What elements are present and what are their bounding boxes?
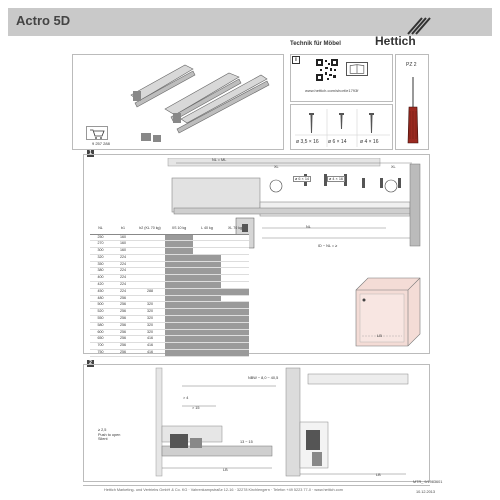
dim-gt-15: > 15 xyxy=(192,406,200,410)
table-cell: 256 xyxy=(111,336,135,343)
table-load-marker xyxy=(165,350,193,357)
table-load-marker xyxy=(165,295,193,302)
cabinet-label-lb: LB xyxy=(377,333,382,338)
table-cell xyxy=(135,261,165,268)
table-cell: 650 xyxy=(90,336,111,343)
col-header-nl: NL xyxy=(90,222,111,234)
table-load-marker xyxy=(221,254,249,261)
table-load-marker xyxy=(221,288,249,295)
table-load-marker xyxy=(221,302,249,309)
table-cell: 270 xyxy=(90,241,111,248)
table-cell: 256 xyxy=(111,343,135,350)
table-row xyxy=(90,288,249,295)
footer-date: 10.12.2013 xyxy=(416,490,436,494)
table-cell: 400 xyxy=(90,275,111,282)
table-cell: 700 xyxy=(90,343,111,350)
table-row xyxy=(90,302,249,309)
table-cell: 320 xyxy=(135,309,165,316)
table-cell xyxy=(135,234,165,241)
tool-label: PZ 2 xyxy=(406,62,417,68)
table-cell: 250 xyxy=(90,234,111,241)
table-row xyxy=(90,248,249,255)
dimension-table xyxy=(90,222,249,357)
table-row xyxy=(90,268,249,275)
table-cell: 416 xyxy=(135,343,165,350)
table-load-marker xyxy=(165,268,193,275)
table-row xyxy=(90,336,249,343)
table-cell: 160 xyxy=(111,248,135,255)
table-row xyxy=(90,316,249,323)
table-load-marker xyxy=(165,234,193,241)
table-load-marker xyxy=(221,295,249,302)
table-load-marker xyxy=(165,343,193,350)
installation-diagram xyxy=(86,366,428,480)
product-title: Actro 5D xyxy=(16,13,71,28)
table-cell: 224 xyxy=(111,282,135,289)
table-cell: 256 xyxy=(111,322,135,329)
table-cell xyxy=(135,295,165,302)
table-cell xyxy=(135,275,165,282)
table-row xyxy=(90,295,249,302)
table-load-marker xyxy=(221,248,249,255)
dim-screw-a: ø 6 × 14 xyxy=(295,177,310,181)
dim-nbw: NBW − 8,0 − 40,5 xyxy=(248,376,279,380)
table-load-marker xyxy=(165,329,193,336)
table-cell xyxy=(135,268,165,275)
table-load-marker xyxy=(165,302,193,309)
table-load-marker xyxy=(165,322,193,329)
screw-spec-2: ø 6 × 14 xyxy=(328,139,347,145)
col-header-b1: b1 xyxy=(111,222,135,234)
table-cell: 580 xyxy=(90,322,111,329)
table-row xyxy=(90,350,249,357)
table-cell: 256 xyxy=(111,302,135,309)
table-load-marker xyxy=(221,343,249,350)
col-header-xs: XS 10 kg xyxy=(165,222,193,234)
table-cell xyxy=(135,248,165,255)
col-header-b2: b2 (KL 70 kg) xyxy=(135,222,165,234)
table-load-marker xyxy=(193,275,221,282)
table-load-marker xyxy=(165,275,193,282)
table-load-marker xyxy=(165,241,193,248)
table-cell: 256 xyxy=(111,329,135,336)
dim-xl-left: XL xyxy=(274,165,279,169)
screwdriver-icon xyxy=(396,55,430,151)
table-load-marker xyxy=(193,336,221,343)
table-load-marker xyxy=(221,241,249,248)
table-row xyxy=(90,275,249,282)
table-cell: 380 xyxy=(90,268,111,275)
table-cell xyxy=(135,254,165,261)
table-cell: 288 xyxy=(135,288,165,295)
table-load-marker xyxy=(193,241,221,248)
table-load-marker xyxy=(221,322,249,329)
table-row xyxy=(90,234,249,241)
cabinet-illustration xyxy=(348,270,428,350)
table-load-marker xyxy=(221,316,249,323)
section-marker-2: 2 xyxy=(87,360,94,367)
table-cell: 550 xyxy=(90,316,111,323)
table-load-marker xyxy=(221,275,249,282)
table-cell xyxy=(135,282,165,289)
table-load-marker xyxy=(193,288,221,295)
table-cell: 160 xyxy=(111,234,135,241)
table-row xyxy=(90,309,249,316)
table-load-marker xyxy=(193,254,221,261)
push-to-open-note: ≥ 2,5 Push to open Silent xyxy=(98,428,121,442)
table-load-marker xyxy=(165,282,193,289)
tagline: Technik für Möbel xyxy=(290,41,341,47)
info-icon: i xyxy=(292,56,300,64)
table-cell: 320 xyxy=(135,322,165,329)
tool-panel xyxy=(395,54,429,150)
qr-code-icon[interactable] xyxy=(316,59,338,81)
dim-gt-4: > 4 xyxy=(183,396,189,400)
table-load-marker xyxy=(165,336,193,343)
table-load-marker xyxy=(193,295,221,302)
dim-13-15: 13 − 15 xyxy=(240,440,253,444)
manual-book-icon xyxy=(346,62,368,76)
col-header-l: L 40 kg xyxy=(193,222,221,234)
table-cell: 480 xyxy=(90,295,111,302)
table-row xyxy=(90,322,249,329)
table-load-marker xyxy=(193,248,221,255)
table-load-marker xyxy=(165,288,193,295)
table-cell: 300 xyxy=(90,248,111,255)
table-cell: 320 xyxy=(135,302,165,309)
table-cell xyxy=(135,241,165,248)
dim-lb-left: LB xyxy=(223,468,228,472)
table-cell: 224 xyxy=(111,261,135,268)
section-marker-1: 1 xyxy=(87,150,94,157)
table-load-marker xyxy=(193,282,221,289)
brand-name: Hettich xyxy=(375,34,416,48)
table-load-marker xyxy=(193,268,221,275)
table-cell: 224 xyxy=(111,275,135,282)
table-cell: 350 xyxy=(90,261,111,268)
dim-nl-ml: NL = ML xyxy=(212,158,227,162)
col-header-xl: XL 70 kg xyxy=(221,222,249,234)
instruction-sheet xyxy=(8,8,492,492)
table-cell: 420 xyxy=(90,282,111,289)
table-load-marker xyxy=(193,343,221,350)
part-number: 9 257 288 xyxy=(92,141,110,146)
footer-address: Hettich Marketing- und Vertriebs GmbH & Co. KG · Vahrenkampstraße 12-16 · 32278 Kirchlengern · Telefon +49 5223 77-0 · www.hettich.com xyxy=(104,488,343,492)
table-cell: 320 xyxy=(135,329,165,336)
table-cell: 450 xyxy=(90,288,111,295)
table-row xyxy=(90,343,249,350)
table-load-marker xyxy=(165,254,193,261)
dim-xl-right: XL xyxy=(391,165,396,169)
dim-nl-minus: ID − NL = ≥ xyxy=(318,244,338,248)
table-row xyxy=(90,261,249,268)
info-url[interactable]: www.hettich.com/short/e1793f xyxy=(305,88,359,93)
dim-nl-bottom: NL xyxy=(306,225,311,229)
table-load-marker xyxy=(193,261,221,268)
screw-spec-1: ø 3,5 × 16 xyxy=(296,139,319,145)
dim-lb-right: LB xyxy=(376,473,381,477)
table-cell: 224 xyxy=(111,288,135,295)
table-load-marker xyxy=(221,261,249,268)
table-cell: 520 xyxy=(90,309,111,316)
table-load-marker xyxy=(221,350,249,357)
table-load-marker xyxy=(193,322,221,329)
table-row xyxy=(90,254,249,261)
table-load-marker xyxy=(221,234,249,241)
table-load-marker xyxy=(221,282,249,289)
table-cell: 750 xyxy=(90,350,111,357)
table-load-marker xyxy=(221,336,249,343)
info-panel xyxy=(290,54,393,102)
table-cell: 256 xyxy=(111,295,135,302)
table-cell: 416 xyxy=(135,336,165,343)
dim-screw-b: ø 4 × 16 xyxy=(329,177,344,181)
table-load-marker xyxy=(193,309,221,316)
table-cell: 416 xyxy=(135,350,165,357)
table-row xyxy=(90,329,249,336)
table-load-marker xyxy=(193,329,221,336)
table-cell: 320 xyxy=(90,254,111,261)
table-load-marker xyxy=(193,350,221,357)
table-load-marker xyxy=(165,316,193,323)
table-cell: 160 xyxy=(111,241,135,248)
screw-spec-3: ø 4 × 16 xyxy=(360,139,379,145)
table-load-marker xyxy=(165,309,193,316)
table-load-marker xyxy=(221,268,249,275)
table-load-marker xyxy=(165,261,193,268)
table-row xyxy=(90,282,249,289)
table-load-marker xyxy=(165,248,193,255)
table-cell: 224 xyxy=(111,254,135,261)
footer-divider xyxy=(83,485,430,486)
table-cell: 600 xyxy=(90,329,111,336)
table-cell: 256 xyxy=(111,350,135,357)
table-cell: 256 xyxy=(111,316,135,323)
table-cell: 256 xyxy=(111,309,135,316)
table-row xyxy=(90,241,249,248)
table-load-marker xyxy=(221,329,249,336)
table-load-marker xyxy=(193,234,221,241)
table-cell: 224 xyxy=(111,268,135,275)
table-cell: 500 xyxy=(90,302,111,309)
footer-code: MTR_ 9/1983601 xyxy=(413,480,443,484)
table-cell: 320 xyxy=(135,316,165,323)
table-load-marker xyxy=(193,316,221,323)
table-load-marker xyxy=(221,309,249,316)
shopping-cart-icon xyxy=(86,126,108,140)
table-load-marker xyxy=(193,302,221,309)
